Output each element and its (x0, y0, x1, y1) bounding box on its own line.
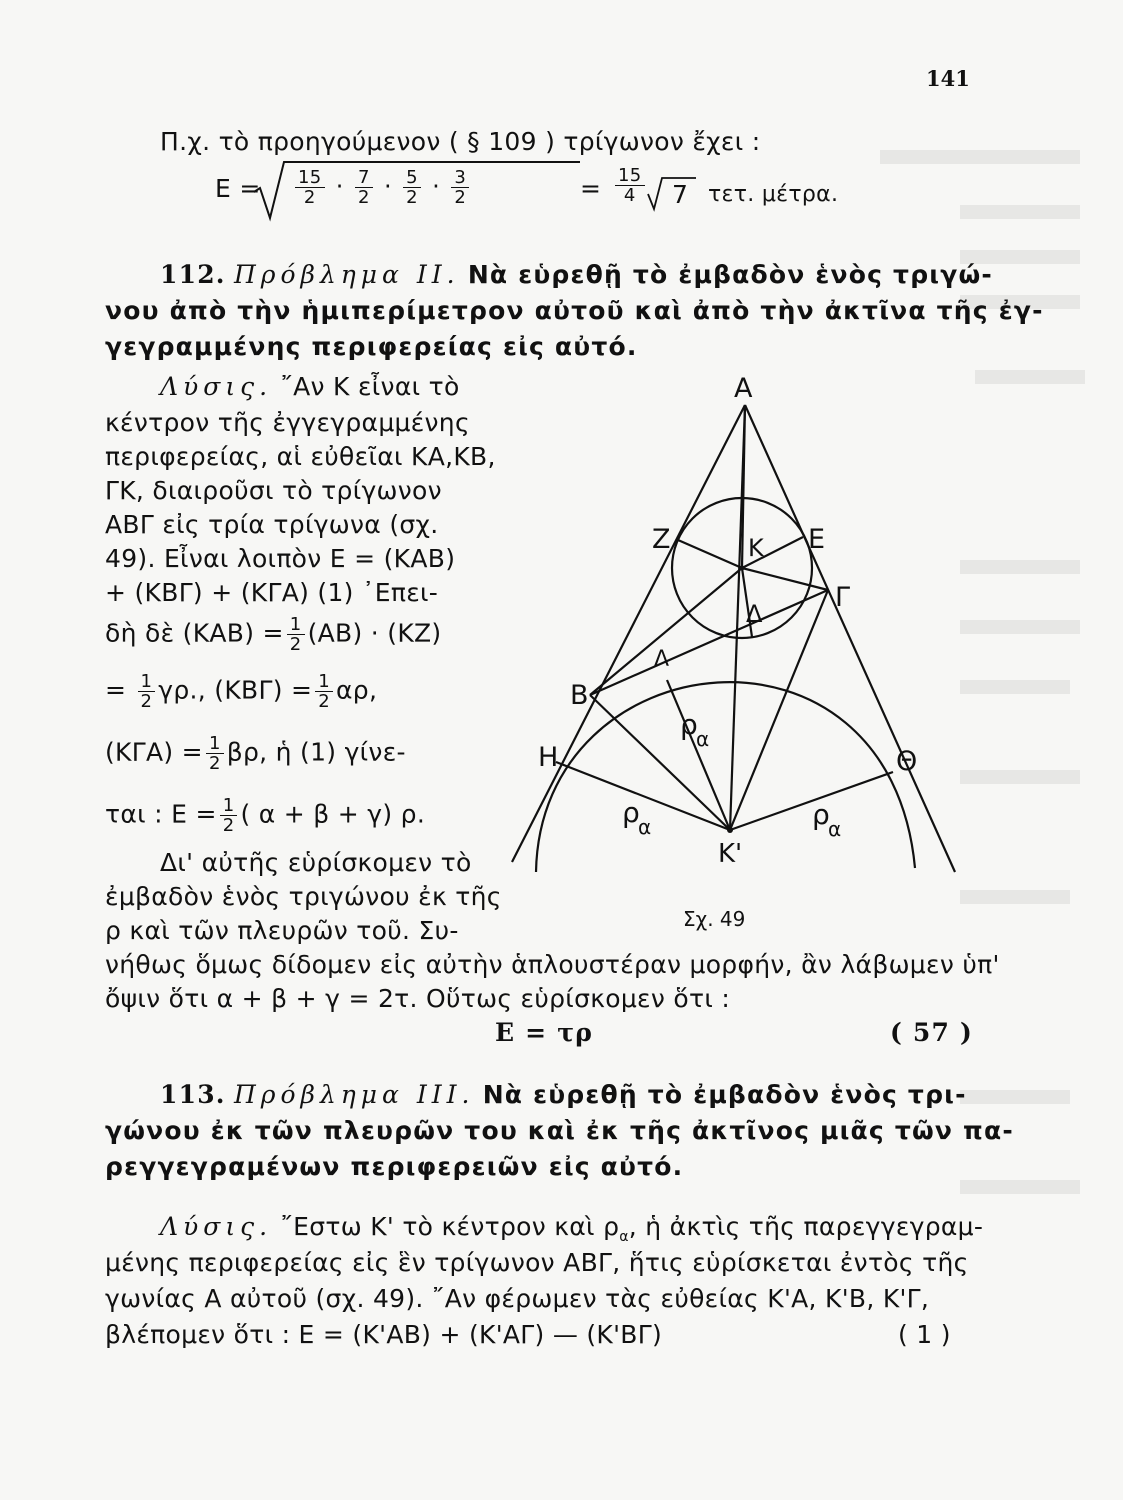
label-G: Γ (835, 582, 851, 613)
radicand: $\frac{15}{2}$ · $\frac{7}{2}$ · $\frac{5}{2}$ · $\frac{3}{2}$ (292, 168, 472, 207)
label-E: Ε (808, 524, 826, 555)
equation-1-number: ( 1 ) (898, 1320, 951, 1349)
segment-KpB (590, 695, 730, 830)
segment-KpA (730, 405, 745, 830)
solution-112-line14: ρ καὶ τῶν πλευρῶν τοῦ. Συ- (105, 916, 459, 945)
problem-113-heading: 113. Πρόβλημα ΙΙΙ. Νὰ εὑρεθῇ τὸ ἐμβαδὸν ἑνὸς τρι- (160, 1080, 967, 1109)
solution-112-line7: + (ΚΒΓ) + (ΚΓΑ) (1) ᾿Επει- (105, 578, 439, 607)
solution-113-line4: βλέπομεν ὅτι : Ε = (Κ'ΑΒ) + (Κ'ΑΓ) — (Κ'ΒΓ) (105, 1320, 663, 1349)
solution-112-line1: Λύσις. ῎Αν Κ εἶναι τὸ (160, 372, 460, 401)
result-equals: = (580, 174, 602, 203)
segment-KpL (667, 680, 730, 830)
formula-57-number: ( 57 ) (890, 1018, 974, 1047)
label-rho-a-left (622, 796, 651, 839)
formula-57: Ε = τρ (495, 1018, 594, 1047)
figure-caption: Σχ. 49 (683, 907, 746, 931)
solution-112-line15: νήθως ὅμως δίδομεν εἰς αὐτὴν ἁπλουστέραν μορφήν, ἂν λάβωμεν ὑπ' (105, 950, 1000, 979)
fraction-5-2: $\frac{5}{2}$ (403, 168, 421, 207)
label-L: Λ (654, 647, 670, 672)
solution-112-line13: ἐμβαδὸν ἑνὸς τριγώνου ἐκ τῆς (105, 882, 502, 911)
segment-KZ (678, 540, 742, 568)
svg-text:ρ: ρ (622, 796, 640, 829)
example-intro: Π.χ. τὸ προηγούμενον ( § 109 ) τρίγωνον ἔχει : (160, 127, 761, 156)
solution-112-line9: = $\frac{1}{2}$ γρ., (ΚΒΓ) = $\frac{1}{2}$ αρ, (105, 671, 378, 712)
solution-112-line6: 49). Εἶναι λοιπὸν Ε = (ΚΑΒ) (105, 544, 456, 573)
solution-112-line3: περιφερείας, αἱ εὐθεῖαι ΚΑ,ΚΒ, (105, 442, 496, 471)
problem-113-line3: ρεγγεγραμένων περιφερειῶν εἰς αὐτό. (105, 1152, 684, 1181)
page-number: 141 (926, 66, 970, 91)
svg-text:α: α (828, 817, 842, 841)
side-AG-extended (745, 405, 955, 872)
solution-112-line12: Δι' αὐτῆς εὑρίσκομεν τὸ (160, 848, 472, 877)
label-K: Κ (748, 534, 764, 562)
svg-text:ρ: ρ (812, 798, 830, 831)
figure-lines (512, 405, 955, 872)
problem-113-line2: γώνου ἐκ τῶν πλευρῶν του καὶ ἐκ τῆς ἀκτῖνος μιᾶς τῶν πα- (105, 1116, 1014, 1145)
solution-113-line2: μένης περιφερείας εἰς ἓν τρίγωνον ΑΒΓ, ἥτις εὑρίσκεται ἐντὸς τῆς (105, 1248, 969, 1277)
solution-112-line4: ΓΚ, διαιροῦσι τὸ τρίγωνον (105, 476, 442, 505)
label-Th: Θ (896, 746, 918, 777)
label-H: Η (538, 742, 559, 773)
solution-112-line10: (ΚΓΑ) = $\frac{1}{2}$ βρ, ἡ (1) γίνε- (105, 733, 406, 774)
area-unit: τετ. μέτρα. (708, 182, 839, 207)
label-Kp: Κ' (718, 839, 743, 869)
label-Z: Ζ (652, 524, 671, 555)
solution-112-line5: ΑΒΓ εἰς τρία τρίγωνα (σχ. (105, 510, 439, 539)
fraction-15-2: $\frac{15}{2}$ (295, 168, 325, 207)
label-rho-a-right (812, 798, 841, 841)
result-fraction: $\frac{15}{4}$ (612, 166, 648, 205)
fraction-7-2: $\frac{7}{2}$ (355, 168, 373, 207)
solution-112-line8: δὴ δὲ (ΚΑΒ) = $\frac{1}{2}$ (ΑΒ) · (ΚΖ) (105, 614, 442, 655)
problem-112-line2: νου ἀπὸ τὴν ἡμιπερίμετρον αὐτοῦ καὶ ἀπὸ τὴν ἀκτῖνα τῆς ἐγ- (105, 296, 1044, 325)
solution-113-line1: Λύσις. ῎Εστω Κ' τὸ κέντρον καὶ $\rho_\alpha$, ἡ ἀκτὶς τῆς παρεγγεγραμ- (160, 1212, 984, 1245)
segment-KG (742, 568, 828, 590)
point-Kp (727, 827, 733, 833)
label-D: Δ (746, 600, 763, 628)
figure-49 (505, 360, 975, 940)
point-K (740, 566, 745, 571)
segment-KB (590, 568, 742, 695)
solution-112-line16: ὄψιν ὅτι α + β + γ = 2τ. Οὕτως εὑρίσκομεν ὅτι : (105, 984, 731, 1013)
label-A: Α (734, 373, 753, 404)
solution-113-line3: γωνίας Α αὐτοῦ (σχ. 49). ῎Αν φέρωμεν τὰς εὐθείας Κ'Α, Κ'Β, Κ'Γ, (105, 1284, 930, 1313)
area-label: E = (215, 174, 261, 203)
svg-text:ρ: ρ (680, 708, 698, 741)
label-B: Β (570, 680, 589, 711)
problem-112-heading: 112. Πρόβλημα ΙΙ. Νὰ εὑρεθῇ τὸ ἐμβαδὸν ἑνὸς τριγώ- (160, 260, 993, 289)
side-AB-extended (512, 405, 745, 862)
svg-text:α: α (638, 815, 652, 839)
solution-112-line11: ται : Ε = $\frac{1}{2}$ ( α + β + γ) ρ. (105, 795, 426, 836)
problem-112-line3: γεγραμμένης περιφερείας εἰς αὐτό. (105, 332, 638, 361)
result-root-value: 7 (672, 180, 689, 209)
svg-text:α: α (696, 727, 710, 751)
fraction-3-2: $\frac{3}{2}$ (451, 168, 469, 207)
solution-112-line2: κέντρον τῆς ἐγγεγραμμένης (105, 408, 470, 437)
